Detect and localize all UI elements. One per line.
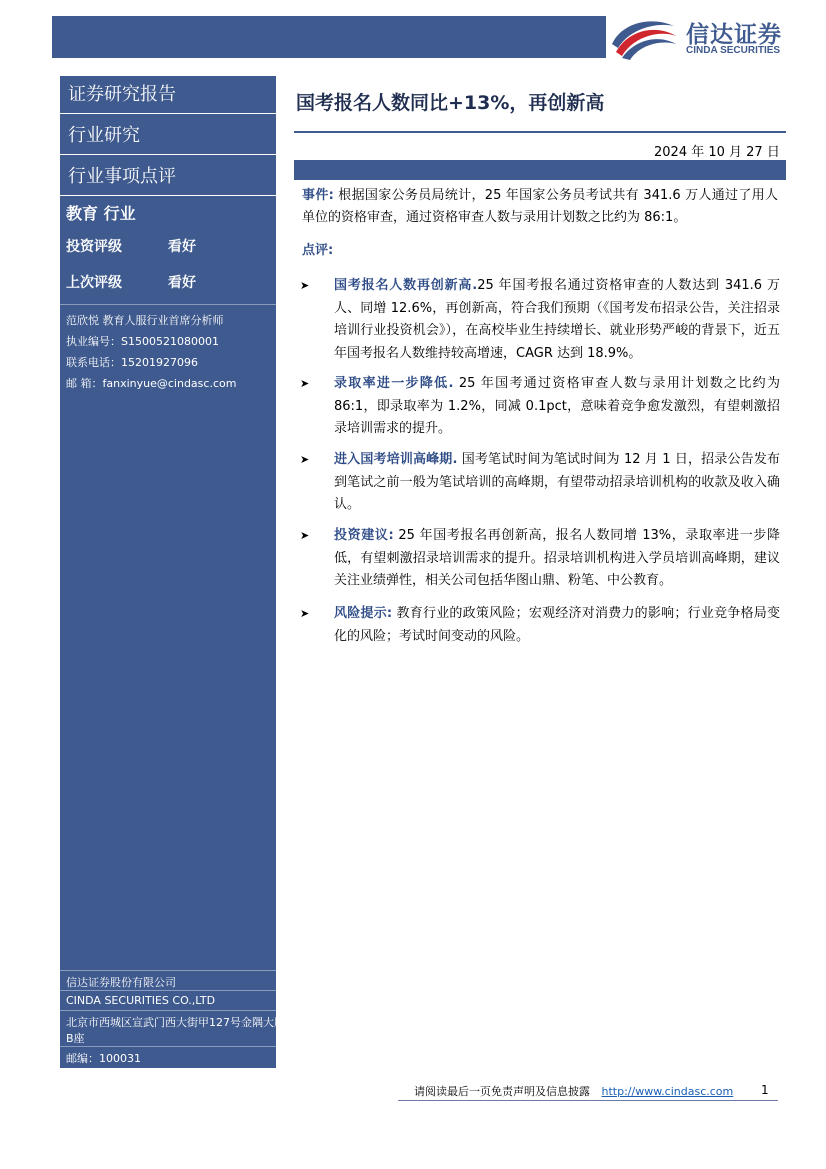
report-date: 2024 年 10 月 27 日 xyxy=(654,145,780,160)
page-footer xyxy=(414,1083,733,1099)
company-address-line1: 北京市西城区宣武门西大街甲127号金隅大厦 xyxy=(66,1016,285,1029)
event-paragraph xyxy=(302,185,778,229)
analyst-license: 执业编号：S1500521080001 xyxy=(66,335,219,348)
rating-previous-value: 看好 xyxy=(168,275,196,291)
bullet-text: 25 年国考报名再创新高，报名人数同增 13%，录取率进一步降低，有望刺激招录培训需求的提升。招录培训机构进入学员培训高峰期，建议关注业绩弹性，相关公司包括华图山鼎、粉笔、中公教育。 xyxy=(334,528,780,588)
review-heading: 点评: xyxy=(302,243,334,258)
rating-previous-label: 上次评级 xyxy=(66,275,122,291)
bullet-lead: 国考报名人数再创新高. xyxy=(334,278,478,293)
sidebar-footer-divider xyxy=(60,990,276,991)
company-postcode: 邮编：100031 xyxy=(66,1052,141,1065)
sidebar-category-report: 证券研究报告 xyxy=(60,76,276,114)
bullet-item xyxy=(300,449,780,517)
logo-name-en: CINDA SECURITIES xyxy=(686,45,781,56)
arrow-bullet-icon: ➤ xyxy=(300,377,310,390)
rating-current-label: 投资评级 xyxy=(66,239,122,255)
rating-previous xyxy=(66,272,196,292)
sidebar-footer-divider xyxy=(60,1010,276,1011)
bullet-text: 教育行业的政策风险；宏观经济对消费力的影响；行业竞争格局变化的风险；考试时间变动的风险。 xyxy=(334,606,781,644)
date-band xyxy=(294,160,786,180)
analyst-email: 邮 箱：fanxinyue@cindasc.com xyxy=(66,377,237,390)
bullet-lead: 进入国考培训高峰期. xyxy=(334,452,458,467)
company-address-line2: B座 xyxy=(66,1032,85,1045)
cinda-logo-icon xyxy=(608,14,678,60)
cinda-logo xyxy=(606,12,818,62)
bullet-lead: 风险提示: xyxy=(334,606,393,621)
bullet-item xyxy=(300,525,780,593)
bullet-lead: 录取率进一步降低. xyxy=(334,376,454,391)
website-link[interactable]: http://www.cindasc.com xyxy=(601,1085,734,1098)
arrow-bullet-icon: ➤ xyxy=(300,607,310,620)
analyst-name-title: 范欣悦 教育人服行业首席分析师 xyxy=(66,314,224,327)
disclaimer-notice: 请阅读最后一页免责声明及信息披露 xyxy=(414,1085,590,1098)
bullet-text: 25 年国考报名通过资格审查的人数达到 341.6 万人、同增 12.6%，再创新高，符合我们预期（《国考发布招录公告，关注招录培训行业投资机会》），在高校毕业生持续增长、就业形势严峻的背景下，近五年国考报名人数维持较高增速，CAGR 达到 18.9%。 xyxy=(334,278,780,361)
sidebar xyxy=(60,76,285,1068)
bullet-item xyxy=(300,603,780,648)
bullet-text: 国考笔试时间为笔试时间为 12 月 1 日，招录公告发布到笔试之前一般为笔试培训的高峰期，有望带动招录培训机构的收款及收入确认。 xyxy=(334,452,780,512)
bullet-text: 25 年国考通过资格审查人数与录用计划数之比约为 86:1，即录取率为 1.2%，同减 0.1pct，意味着竞争愈发激烈，有望刺激招录培训需求的提升。 xyxy=(334,376,780,436)
sidebar-divider xyxy=(60,304,276,305)
rating-current xyxy=(66,236,196,256)
footer-rule xyxy=(398,1100,778,1101)
company-name-cn: 信达证券股份有限公司 xyxy=(66,976,176,989)
bullet-lead: 投资建议: xyxy=(334,528,394,543)
page-number: 1 xyxy=(761,1083,769,1097)
company-name-en: CINDA SECURITIES CO.,LTD xyxy=(66,994,216,1007)
report-title: 国考报名人数同比+13%，再创新高 xyxy=(296,92,605,114)
sidebar-industry: 教育 行业 xyxy=(66,204,136,223)
arrow-bullet-icon: ➤ xyxy=(300,453,310,466)
sidebar-category-comment: 行业事项点评 xyxy=(60,158,276,196)
bullet-item xyxy=(300,373,780,441)
event-text: 根据国家公务员局统计，25 年国家公务员考试共有 341.6 万人通过了用人单位的资格审查，通过资格审查人数与录用计划数之比约为 86:1。 xyxy=(302,188,778,225)
event-label: 事件: xyxy=(302,188,334,203)
sidebar-category-research: 行业研究 xyxy=(60,117,276,155)
bullet-item xyxy=(300,275,780,365)
title-rule xyxy=(294,131,786,133)
sidebar-footer-divider xyxy=(60,970,276,971)
analyst-phone: 联系电话：15201927096 xyxy=(66,356,198,369)
arrow-bullet-icon: ➤ xyxy=(300,529,310,542)
sidebar-footer-divider xyxy=(60,1046,276,1047)
arrow-bullet-icon: ➤ xyxy=(300,279,310,292)
logo-name-cn: 信达证券 xyxy=(686,22,782,48)
rating-current-value: 看好 xyxy=(168,239,196,255)
